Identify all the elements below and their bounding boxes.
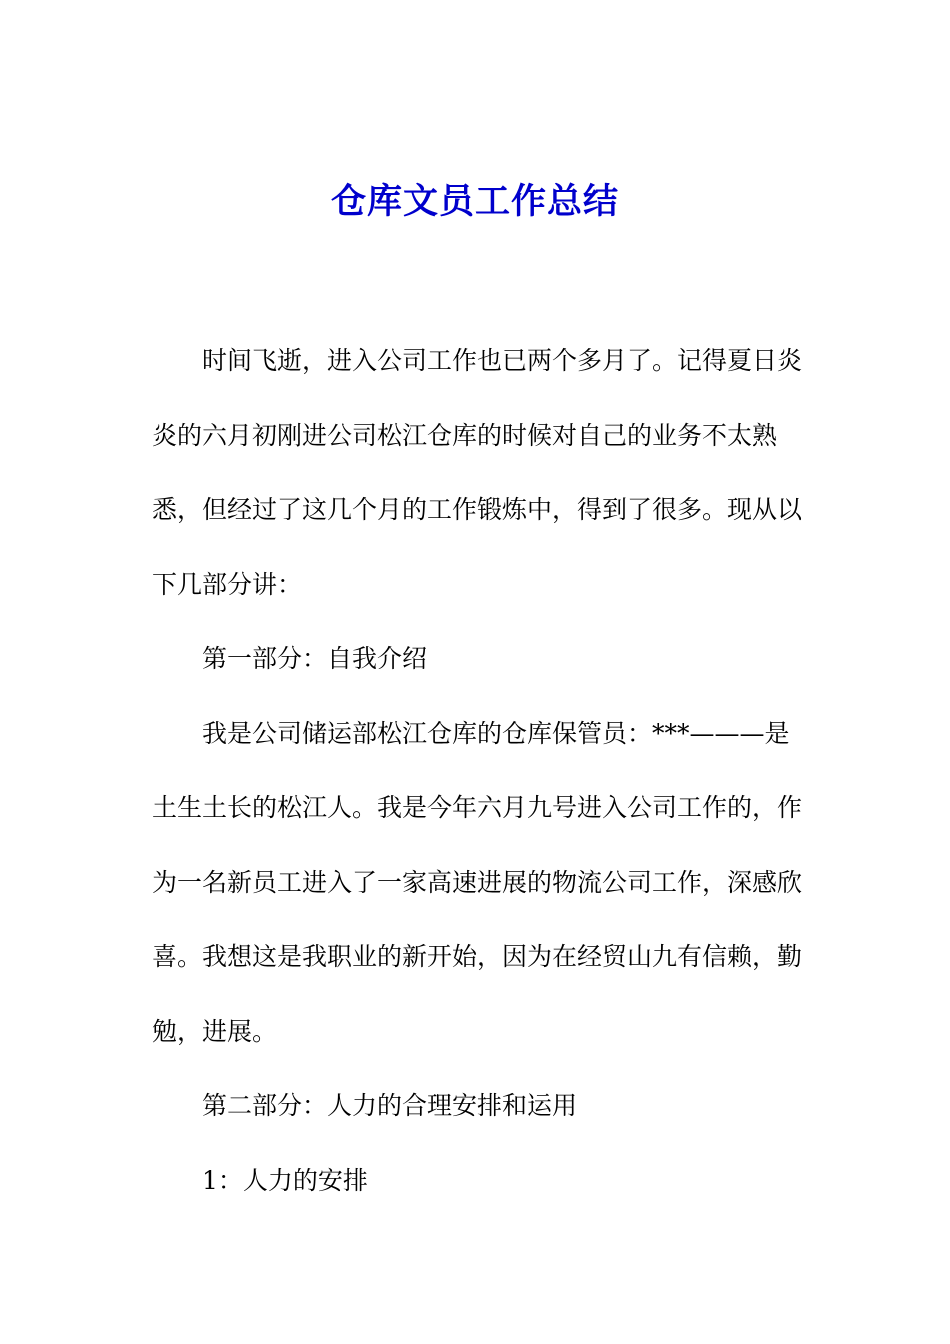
document-body — [152, 324, 802, 1218]
paragraph-intro: 时间飞逝，进入公司工作也已两个多月了。记得夏日炎炎的六月初刚进公司松江仓库的时候对自己的业务不太熟悉，但经过了这几个月的工作锻炼中，得到了很多。现从以下几部分讲： — [152, 346, 803, 599]
paragraph-self-introduction: 我是公司储运部松江仓库的仓库保管员：***———是土生土长的松江人。我是今年六月九号进入公司工作的，作为一名新员工进入了一家高速进展的物流公司工作，深感欣喜。我想这是我职业的新开始，因为在经贸山九有信赖，勤勉，进展。 — [152, 718, 803, 1046]
section-heading-part-two: 第二部分：人力的合理安排和运用 — [202, 1091, 578, 1120]
section-heading-part-one: 第一部分：自我介绍 — [202, 644, 428, 673]
document-title: 仓库文员工作总结 — [330, 181, 619, 222]
subsection-heading-staffing: 1：人力的安排 — [202, 1165, 368, 1195]
